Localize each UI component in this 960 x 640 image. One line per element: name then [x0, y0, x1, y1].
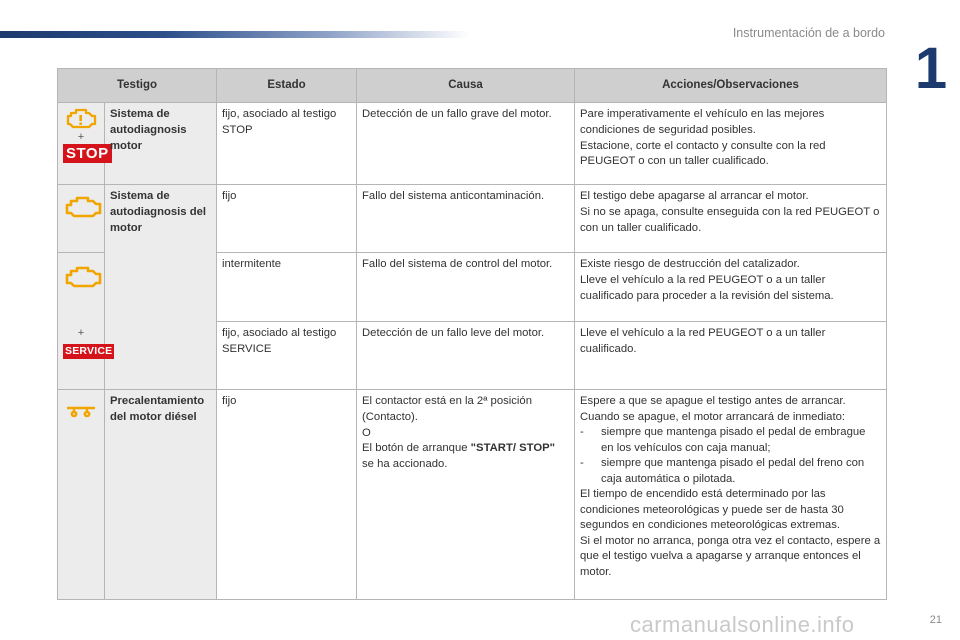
table-row — [58, 185, 887, 253]
cause-text-part: se ha accionado. — [362, 458, 448, 471]
bullet-text: siempre que mantenga pisado el pedal de embrague en los vehículos con caja manual; — [601, 426, 866, 454]
icon-cell — [58, 390, 105, 600]
state-cell: fijo, asociado al testigo SERVICE — [217, 322, 357, 390]
chapter-number: 1 — [914, 36, 948, 101]
engine-alert-icon — [64, 107, 98, 131]
cause-text: El contactor está en la 2ª posición (Contacto). — [362, 395, 532, 423]
bullet-item — [580, 425, 881, 456]
actions-cell — [575, 253, 887, 322]
column-header-testigo: Testigo — [58, 69, 217, 103]
warning-name: Precalentamiento del motor diésel — [105, 390, 217, 600]
cause-cell: Fallo del sistema de control del motor. — [357, 253, 575, 322]
cause-cell: Detección de un fallo leve del motor. — [357, 322, 575, 390]
stop-icon: STOP — [63, 144, 112, 163]
service-icon: SERVICE — [65, 345, 113, 357]
state-cell: fijo — [217, 185, 357, 253]
table-header-row — [58, 69, 887, 103]
actions-cell — [575, 322, 887, 390]
cause-cell — [357, 390, 575, 600]
plus-sign: + — [77, 327, 85, 339]
action-text: Espere a que se apague el testigo antes de arrancar. Cuando se apague, el motor arrancará de inmediato: — [580, 395, 846, 423]
cause-cell: Fallo del sistema anticontaminación. — [357, 185, 575, 253]
action-text: El tiempo de encendido está determinado por las condiciones meteorológicas y puede ser de hasta 30 segundos en condiciones meteorológicas extremas. — [580, 488, 844, 531]
cause-text-part: El botón de arranque — [362, 442, 471, 455]
action-text: Existe riesgo de destrucción del catalizador. — [580, 258, 800, 270]
cause-text — [362, 441, 569, 473]
engine-icon — [63, 195, 103, 221]
warning-lights-table — [57, 68, 887, 600]
watermark: carmanualsonline.info — [630, 612, 855, 637]
bullet-dash: - — [580, 457, 584, 469]
state-cell: fijo, asociado al testigo STOP — [217, 103, 357, 185]
column-header-estado: Estado — [217, 69, 357, 103]
header-stripe — [0, 31, 470, 38]
column-header-causa: Causa — [357, 69, 575, 103]
warning-name: Sistema de autodiagnosis motor — [105, 103, 217, 185]
action-text: Estacione, corte el contacto y consulte con la red PEUGEOT o con un taller cualificado. — [580, 139, 826, 168]
table-row — [58, 390, 887, 600]
state-cell: fijo — [217, 390, 357, 600]
state-cell: intermitente — [217, 253, 357, 322]
actions-cell — [575, 185, 887, 253]
bullet-text: siempre que mantenga pisado el pedal del freno con caja automática o pilotada. — [601, 457, 865, 485]
cause-text: O — [362, 426, 371, 439]
cause-cell: Detección de un fallo grave del motor. — [357, 103, 575, 185]
icon-cell — [58, 253, 113, 390]
action-text: Si no se apaga, consulte enseguida con la red PEUGEOT o con un taller cualificado. — [580, 205, 880, 234]
warning-name: Sistema de autodiagnosis del motor — [105, 185, 217, 390]
action-text: Lleve el vehículo a la red PEUGEOT o a un taller cualificado. — [580, 327, 826, 355]
bullet-item — [580, 456, 881, 487]
actions-cell — [575, 103, 887, 185]
icon-cell — [58, 103, 109, 185]
engine-icon — [63, 263, 103, 297]
plus-sign: + — [77, 131, 85, 143]
action-text: Si el motor no arranca, ponga otra vez el contacto, espere a que el testigo vuelva a apagarse y arranque entonces el motor. — [580, 534, 881, 578]
icon-cell — [58, 185, 105, 253]
preheating-icon — [64, 402, 98, 424]
page-number: 21 — [929, 614, 942, 626]
table-row — [58, 103, 887, 185]
action-text: Pare imperativamente el vehículo en las mejores condiciones de seguridad posibles. — [580, 108, 825, 136]
column-header-acciones: Acciones/Observaciones — [575, 69, 887, 103]
start-stop-label: "START/ STOP" — [470, 442, 556, 455]
actions-cell — [575, 390, 887, 600]
action-text: Lleve el vehículo a la red PEUGEOT o a un taller cualificado para proceder a la revisión del sistema. — [580, 273, 834, 302]
section-title: Instrumentación de a bordo — [732, 26, 885, 40]
bullet-dash: - — [580, 426, 584, 438]
action-text: El testigo debe apagarse al arrancar el motor. — [580, 190, 809, 202]
